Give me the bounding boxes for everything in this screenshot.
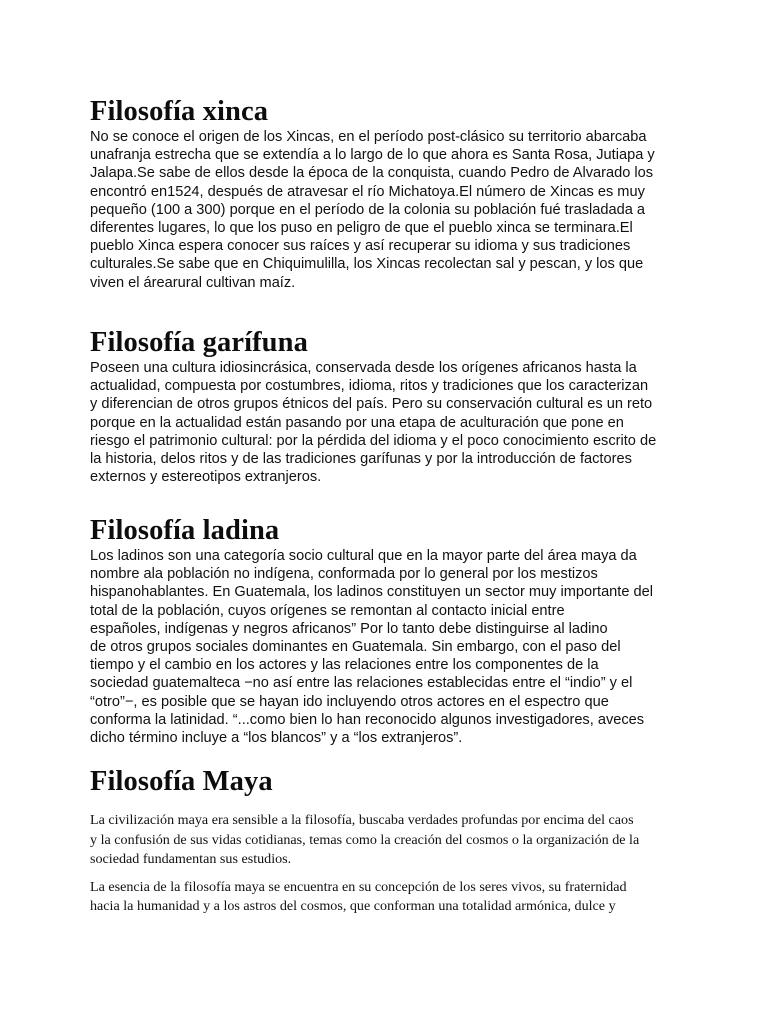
text-line: hispanohablantes. En Guatemala, los ladinos constituyen un sector muy importante del — [90, 584, 653, 601]
text-line: viven el árearural cultivan maíz. — [90, 274, 296, 291]
text-line: pequeño (100 a 300) porque en el período de la colonia su población fué trasladada a — [90, 201, 645, 218]
section-title: Filosofía garífuna — [90, 327, 308, 358]
section-paragraph — [90, 811, 700, 870]
text-line: externos y estereotipos extranjeros. — [90, 469, 322, 486]
text-line: pueblo Xinca espera conocer sus raíces y así recuperar su idioma y sus tradiciones — [90, 238, 631, 255]
text-line: sociedad guatemalteca −no así entre las relaciones establecidas entre el “indio” y el — [90, 675, 633, 692]
section-title: Filosofía xinca — [90, 96, 269, 127]
text-line: conforma la latinidad. “...como bien lo han reconocido algunos investigadores, aveces — [90, 711, 645, 728]
text-line: actualidad, compuesta por costumbres, idioma, ritos y tradiciones que los caracterizan — [90, 378, 649, 395]
text-line: total de la población, cuyos orígenes se remontan al contacto inicial entre — [90, 602, 565, 619]
text-line: nombre ala población no indígena, conformada por lo general por los mestizos — [90, 566, 598, 583]
text-line: “otro”−, es posible que se hayan ido incluyendo otros actores en el espectro que — [90, 693, 609, 710]
text-line: diferentes lugares, lo que los puso en peligro de que el pueblo xinca se terminara.El — [90, 220, 633, 237]
text-line: riesgo el patrimonio cultural: por la pérdida del idioma y el poco conocimiento escrito de — [90, 432, 657, 449]
text-line: tiempo y el cambio en los actores y las relaciones entre los componentes de la — [90, 657, 599, 674]
text-line: dicho término incluye a “los blancos” y a “los extranjeros”. — [90, 730, 463, 747]
section-paragraph — [90, 878, 700, 917]
section-body — [90, 547, 680, 747]
section-ladina — [90, 515, 680, 747]
text-line: Poseen una cultura idiosincrásica, conservada desde los orígenes africanos hasta la — [90, 360, 637, 376]
text-line: hacia la humanidad y a los astros del cosmos, que conforman una totalidad armónica, dulce y — [90, 898, 616, 915]
section-garifuna — [90, 327, 680, 486]
text-line: de otros grupos sociales dominantes en Guatemala. Sin embargo, con el paso del — [90, 639, 621, 656]
text-line: y la confusión de sus vidas cotidianas, temas como la creación del cosmos o la organización de la — [90, 831, 640, 848]
section-title: Filosofía ladina — [90, 515, 280, 546]
text-line: encontró en1524, después de atravesar el río Michatoya.El número de Xincas es muy — [90, 183, 645, 200]
text-line: No se conoce el origen de los Xincas, en el período post-clásico su territorio abarcaba — [90, 129, 647, 145]
text-line: y diferencian de otros grupos étnicos del país. Pero su conservación cultural es un reto — [90, 396, 653, 413]
text-line: la historia, delos ritos y de las tradiciones garífunas y por la introducción de factores — [90, 451, 632, 468]
text-line: culturales.Se sabe que en Chiquimulilla, los Xincas recolectan sal y pescan, y los que — [90, 256, 644, 273]
section-xinca — [90, 96, 680, 292]
text-line: Jalapa.Se sabe de ellos desde la época de la conquista, cuando Pedro de Alvarado los — [90, 165, 654, 182]
section-maya — [90, 766, 700, 917]
text-line: porque en la actualidad están pasando por una etapa de aculturación que pone en — [90, 414, 624, 431]
text-line: unafranja estrecha que se extendía a lo largo de lo que ahora es Santa Rosa, Jutiapa y — [90, 147, 655, 164]
section-body — [90, 128, 680, 292]
section-title: Filosofía Maya — [90, 766, 273, 797]
section-body — [90, 359, 680, 486]
text-line: españoles, indígenas y negros africanos” Por lo tanto debe distinguirse al ladino — [90, 620, 608, 637]
text-line: La civilización maya era sensible a la filosofía, buscaba verdades profundas por encima del caos — [90, 812, 634, 828]
text-line: sociedad fundamentan sus estudios. — [90, 851, 292, 868]
text-line: La esencia de la filosofía maya se encuentra en su concepción de los seres vivos, su fraternidad — [90, 878, 627, 895]
text-line: Los ladinos son una categoría socio cultural que en la mayor parte del área maya da — [90, 548, 637, 564]
